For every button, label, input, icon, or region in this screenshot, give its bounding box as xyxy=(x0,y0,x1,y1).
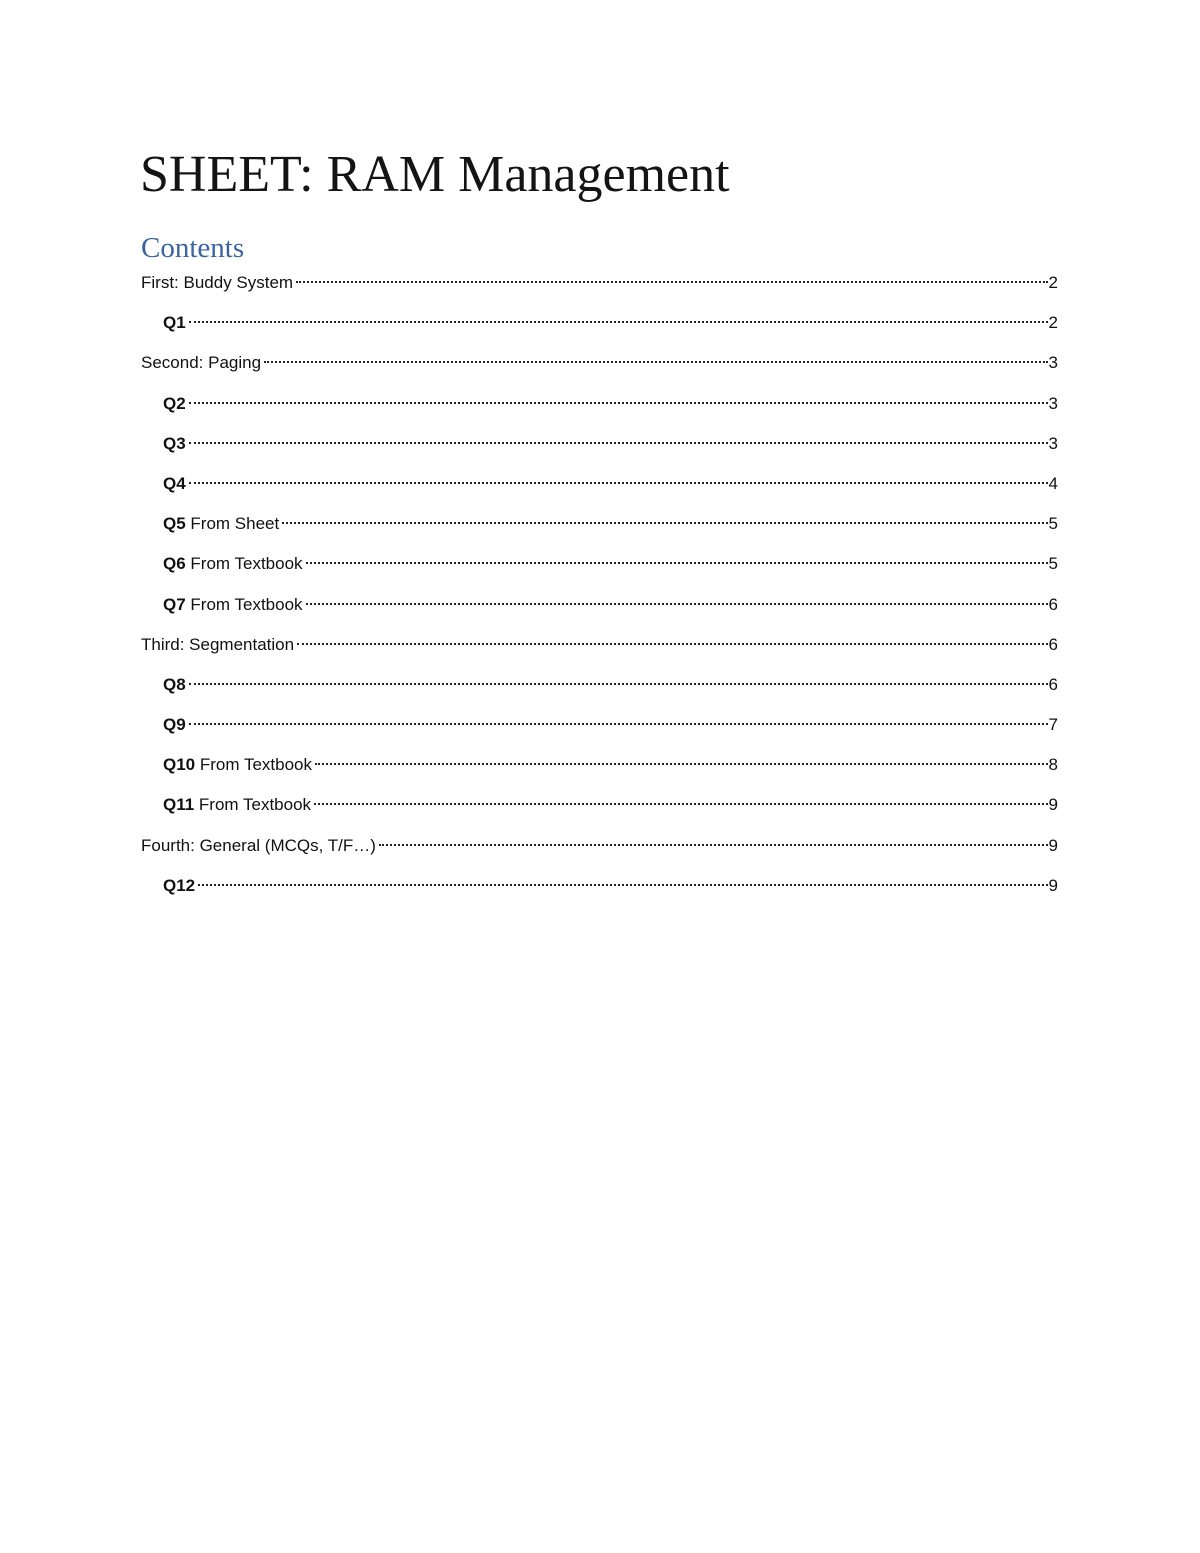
toc-entry-suffix: From Textbook xyxy=(195,755,312,775)
toc-entry-suffix: From Textbook xyxy=(185,594,303,614)
toc-page-number: 9 xyxy=(1048,795,1058,815)
toc-entry-label: Q3 xyxy=(163,433,186,453)
toc-entry[interactable] xyxy=(141,309,1058,349)
toc-entry-number: Q7 xyxy=(163,594,186,614)
toc-page-number: 5 xyxy=(1048,554,1058,574)
toc-page-number: 3 xyxy=(1048,393,1058,413)
toc-entry[interactable] xyxy=(141,671,1058,711)
toc-dot-leader xyxy=(306,603,1048,605)
toc-entry-number: Q11 xyxy=(163,795,195,815)
toc-entry-number: Q5 xyxy=(163,514,186,534)
document-title: SHEET: RAM Management xyxy=(140,146,730,203)
toc-entry[interactable] xyxy=(141,349,1058,389)
toc-entry-label: Second: Paging xyxy=(141,353,262,373)
toc-dot-leader xyxy=(306,562,1048,564)
toc-page-number: 2 xyxy=(1048,273,1058,292)
toc-entry[interactable] xyxy=(141,872,1058,912)
toc-entry-number: Q6 xyxy=(163,554,186,574)
toc-entry-label xyxy=(163,751,314,779)
toc-heading: Contents xyxy=(141,232,245,264)
toc-dot-leader xyxy=(189,321,1048,323)
toc-entry[interactable] xyxy=(141,791,1058,831)
toc-page-number: 3 xyxy=(1048,433,1058,453)
toc-dot-leader xyxy=(189,482,1048,484)
toc-dot-leader xyxy=(315,763,1048,765)
toc-page-number: 6 xyxy=(1048,634,1058,654)
toc-dot-leader xyxy=(314,803,1047,805)
toc-entry-label: Q4 xyxy=(163,473,186,493)
toc-entry-label: Third: Segmentation xyxy=(141,634,295,654)
toc-dot-leader xyxy=(297,643,1047,645)
toc-page-number: 8 xyxy=(1048,755,1058,775)
table-of-contents xyxy=(141,269,1058,912)
toc-entry-label: Q9 xyxy=(163,715,186,735)
toc-dot-leader xyxy=(189,723,1048,725)
toc-entry-number: Q10 xyxy=(163,755,196,775)
toc-entry[interactable] xyxy=(141,832,1058,872)
toc-entry-suffix: From Textbook xyxy=(185,554,303,574)
toc-page-number: 6 xyxy=(1048,674,1058,694)
toc-dot-leader xyxy=(264,361,1047,363)
toc-entry[interactable] xyxy=(141,510,1058,550)
toc-page-number: 5 xyxy=(1048,514,1058,534)
toc-entry[interactable] xyxy=(141,430,1058,470)
toc-entry-suffix: From Sheet xyxy=(185,514,280,534)
toc-page-number: 9 xyxy=(1048,835,1058,855)
toc-dot-leader xyxy=(282,522,1047,524)
toc-entry[interactable] xyxy=(141,470,1058,510)
toc-entry-label: First: Buddy System xyxy=(141,273,294,292)
toc-entry-label: Q2 xyxy=(163,393,186,413)
toc-entry[interactable] xyxy=(141,711,1058,751)
toc-entry-label xyxy=(163,791,313,819)
toc-entry-label: Q12 xyxy=(163,875,196,895)
toc-dot-leader xyxy=(379,844,1048,846)
toc-entry-label xyxy=(163,550,305,578)
toc-dot-leader xyxy=(189,402,1048,404)
toc-entry-label: Q1 xyxy=(163,313,186,333)
toc-page-number: 6 xyxy=(1048,594,1058,614)
toc-dot-leader xyxy=(189,442,1048,444)
toc-entry-suffix: From Textbook xyxy=(194,795,312,815)
toc-entry[interactable] xyxy=(141,269,1058,309)
toc-page-number: 7 xyxy=(1048,715,1058,735)
toc-entry[interactable] xyxy=(141,591,1058,631)
toc-page-number: 9 xyxy=(1048,875,1058,895)
toc-entry-label xyxy=(163,591,305,619)
toc-dot-leader xyxy=(198,884,1047,886)
toc-page-number: 3 xyxy=(1048,353,1058,373)
toc-dot-leader xyxy=(296,281,1047,283)
toc-entry[interactable] xyxy=(141,751,1058,791)
toc-entry[interactable] xyxy=(141,550,1058,590)
toc-entry[interactable] xyxy=(141,631,1058,671)
toc-entry-label xyxy=(163,510,281,538)
toc-dot-leader xyxy=(189,683,1048,685)
toc-entry-label: Q8 xyxy=(163,674,186,694)
toc-entry[interactable] xyxy=(141,390,1058,430)
toc-page-number: 2 xyxy=(1048,313,1058,333)
toc-entry-label: Fourth: General (MCQs, T/F…) xyxy=(141,835,376,855)
toc-page-number: 4 xyxy=(1048,473,1058,493)
